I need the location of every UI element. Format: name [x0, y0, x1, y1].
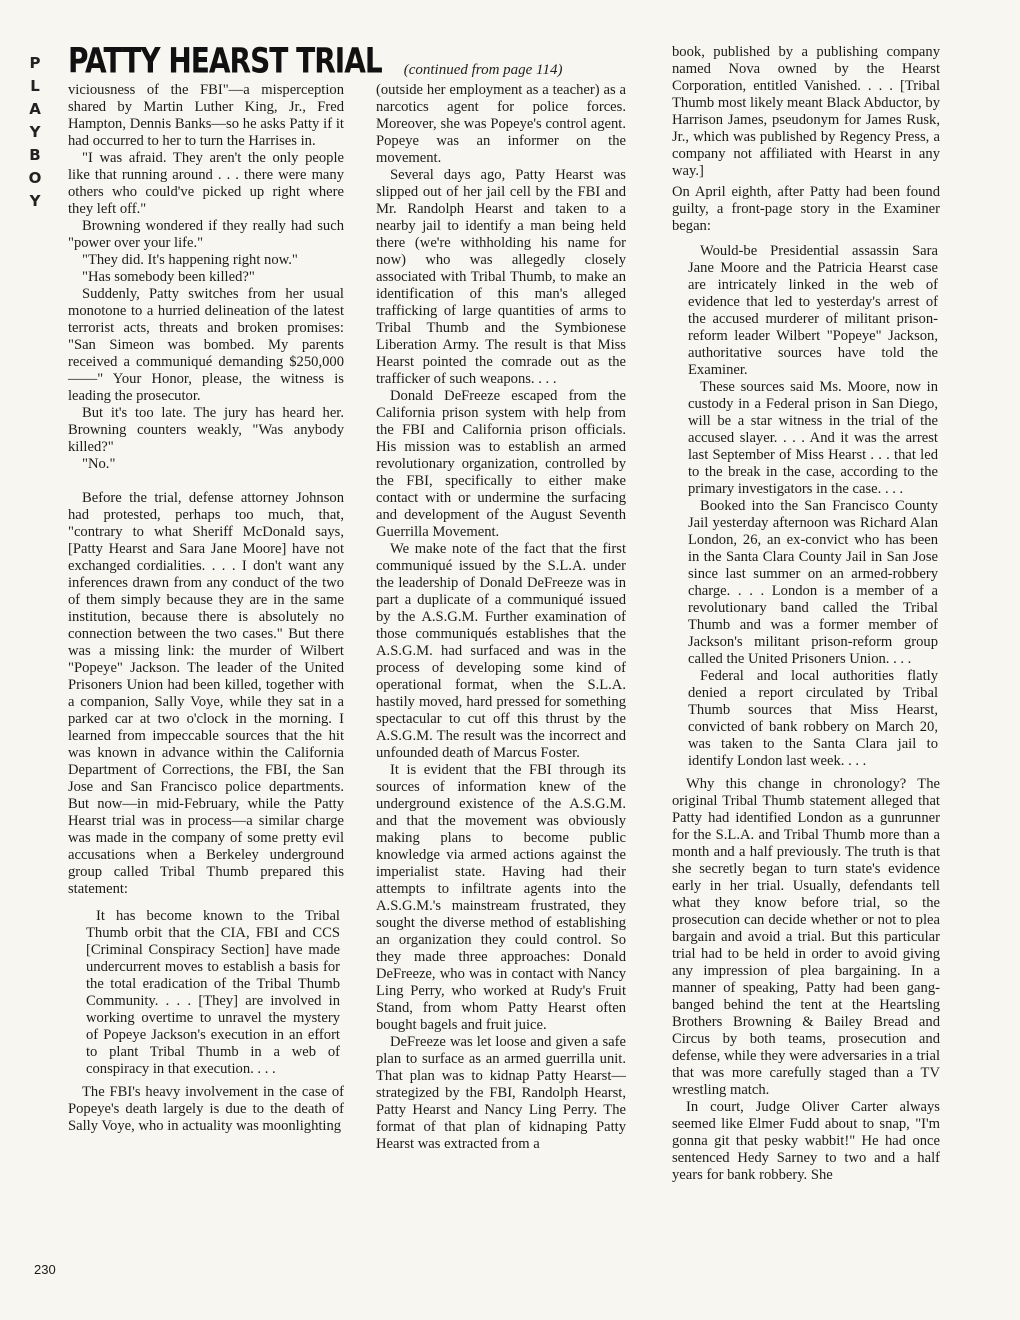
paragraph: We make note of the fact that the first communiqué issued by the S.L.A. under the leadership of Donald DeFreeze was in part a duplicate of a communiqué issued by the A.S.G.M. Further examination of those communiqués establishes that the A.S.G.M. had surfaced and was in the process of developing some kind of operational format, when the S.L.A. hastily moved, hard pressed for something spectacular to cut off this thrust by the A.S.G.M. The result was the incorrect and unfounded death of Marcus Foster. [376, 541, 626, 761]
paragraph: Before the trial, defense attorney Johnson had protested, perhaps too much, that, "contrary to what Sheriff McDonald says, [Patty Hearst and Sara Jane Moore] have not exchanged cordialities. . . . I don't want any inferences drawn from any conduct of the two of them simply because they are in the same institution, because there is absolutely no connection between the two cases." But there was a missing link: the murder of Wilbert "Popeye" Jackson. The leader of the United Prisoners Union had been killed, together with a companion, Sally Voye, while they sat in a parked car at two o'clock in the morning. I learned from impeccable sources that the hit was known in advance within the California Department of Corrections, the FBI, the San Jose and San Francisco police departments. But now—in mid-February, while the Patty Hearst trial was in process—a similar charge was made in the company of some pretty evil accusations when a Berkeley underground group called Tribal Thumb prepared this statement: [68, 490, 344, 897]
paragraph: Several days ago, Patty Hearst was slipped out of her jail cell by the FBI and Mr. Randolph Hearst and taken to a nearby jail to identify a man being held there (we're withholding his name for now) who was allegedly closely associated with Tribal Thumb, to make an identification of this man's alleged trafficking of large quantities of arms to Tribal Thumb and the Symbionese Liberation Army. The result is that Miss Hearst pointed the comrade out as the trafficker of such weapons. . . . [376, 167, 626, 387]
paragraph: Browning wondered if they really had such "power over your life." [68, 218, 344, 251]
block-quote: Would-be Presidential assassin Sara Jane Moore and the Patricia Hearst case are intricately linked in the web of evidence that led to yesterday's arrest of the accused murderer of militant prison-reform leader Wilbert "Popeye" Jackson, authoritative sources have told the Examiner. [688, 243, 938, 378]
paragraph: "No." [82, 456, 116, 472]
paragraph: It is evident that the FBI through its sources of information knew of the underground existence of the A.S.G.M. and that the movement was obviously making plans to become public knowledge via armed actions against the imperialist state. Having had their attempts to infiltrate agents into the A.S.G.M.'s mainstream frustrated, they sought the diverse method of establishing an organization they could control. So they made three approaches: Donald DeFreeze, who was in contact with Nancy Ling Perry, who worked at Rudy's Fruit Stand, from whom Patty Hearst often bought bagels and fruit juice. [376, 762, 626, 1033]
tab-letter: L [30, 77, 40, 95]
tab-letter: A [29, 100, 41, 118]
block-quote: Federal and local authorities flatly denied a report circulated by Tribal Thumb sources that Miss Hearst, convicted of bank robbery on March 20, was taken to the Santa Clara jail to identify London last week. . . . [688, 668, 938, 769]
headline-title: PATTY HEARST TRIAL [68, 39, 382, 81]
paragraph: "I was afraid. They aren't the only people like that running around . . . there were many others who could've picked up right where they left off." [68, 150, 344, 217]
block-quote: It has become known to the Tribal Thumb orbit that the CIA, FBI and CCS [Criminal Conspiracy Section] have made undercurrent moves to establish a basis for the total eradication of the Tribal Thumb Community. . . . [They] are involved in working overtime to unravel the mystery of Popeye Jackson's execution in an effort to plant Tribal Thumb in a web of conspiracy in that execution. . . . [86, 908, 340, 1077]
column-1 [68, 82, 344, 1135]
paragraph: But it's too late. The jury has heard her. Browning counters weakly, "Was anybody killed?" [68, 405, 344, 455]
column-3 [672, 44, 940, 1184]
tab-letter: Y [29, 123, 41, 141]
column-2 [376, 82, 626, 1153]
magazine-name-tab [24, 52, 46, 213]
paragraph: viciousness of the FBI"—a misperception shared by Martin Luther King, Jr., Fred Hampton, Dennis Banks—so he asks Patty if it had occurred to her to turn the Harrises in. [68, 82, 344, 149]
tab-letter: P [29, 54, 41, 72]
tab-letter: B [29, 146, 41, 164]
paragraph: "Has somebody been killed?" [82, 269, 255, 285]
paragraph: "They did. It's happening right now." [82, 252, 298, 268]
article-headline [68, 39, 563, 81]
paragraph: In court, Judge Oliver Carter always seemed like Elmer Fudd about to snap, "I'm gonna git that pesky wabbit!" He had once sentenced Hedy Sarney to two and a half years for bank robbery. She [672, 1099, 940, 1183]
paragraph: On April eighth, after Patty had been found guilty, a front-page story in the Examiner began: [672, 184, 940, 234]
paragraph: Why this change in chronology? The original Tribal Thumb statement alleged that Patty had identified London as a gunrunner for the S.L.A. and Tribal Thumb more than a month and a half previously. The truth is that she secretly began to turn state's evidence early in her trial. Usually, defendants tell what they know before trial, so the prosecution can decide whether or not to plea bargain and avoid a trial. But this particular trial had to be held in order to avoid giving any impression of plea bargaining. In a manner of speaking, Patty had been gang-banged behind the tent at the Heartsling Brothers Browning & Bailey Bread and Circus by both teams, prosecution and defense, while they were adversaries in a trial that was more carefully staged than a TV wrestling match. [672, 776, 940, 1098]
block-quote: Booked into the San Francisco County Jail yesterday afternoon was Richard Alan London, 26, an ex-convict who has been in the Santa Clara County Jail in San Jose since last summer on an armed-robbery charge. . . . London is a member of a revolutionary band called the Tribal Thumb and was a former member of Jackson's militant prison-reform group called the United Prisoners Union. . . . [688, 498, 938, 667]
continued-note: (continued from page 114) [403, 62, 563, 78]
paragraph: The FBI's heavy involvement in the case of Popeye's death largely is due to the death of Sally Voye, who in actuality was moonlighting [68, 1084, 344, 1134]
paragraph: Suddenly, Patty switches from her usual monotone to a hurried delineation of the latest terrorist acts, threats and broken promises: "San Simeon was bombed. My parents received a communiqué demanding $250,000——" Your Honor, please, the witness is leading the prosecutor. [68, 286, 344, 404]
tab-letter: Y [29, 192, 41, 210]
paragraph: book, published by a publishing company named Nova owned by the Hearst Corporation, entitled Vanished. . . . [Tribal Thumb most likely meant Black Abductor, by Harrison James, pseudonym for James Rusk, Jr., which was published by Regency Press, a company not affiliated with Hearst in any way.] [672, 44, 940, 179]
tab-letter: O [28, 169, 42, 187]
block-quote: These sources said Ms. Moore, now in custody in a Federal prison in San Diego, will be a star witness in the trial of the accused slayer. . . . And it was the arrest last September of Miss Hearst . . . that led to the break in the case, according to the primary investigators in the case. . . . [688, 379, 938, 497]
paragraph: DeFreeze was let loose and given a safe plan to surface as an armed guerrilla unit. That plan was to kidnap Patty Hearst—strategized by the FBI, Randolph Hearst, Patty Hearst and Nancy Ling Perry. The format of that plan of kidnaping Patty Hearst was extracted from a [376, 1034, 626, 1152]
paragraph: Donald DeFreeze escaped from the California prison system with help from the FBI and California prison officials. His mission was to establish an armed revolutionary organization, controlled by the FBI, specifically to either make contact with or undermine the surfacing and development of the August Seventh Guerrilla Movement. [376, 388, 626, 540]
page-number: 230 [34, 1262, 56, 1277]
paragraph: (outside her employment as a teacher) as a narcotics agent for police forces. Moreover, she was Popeye's control agent. Popeye was an informer on the movement. [376, 82, 626, 166]
